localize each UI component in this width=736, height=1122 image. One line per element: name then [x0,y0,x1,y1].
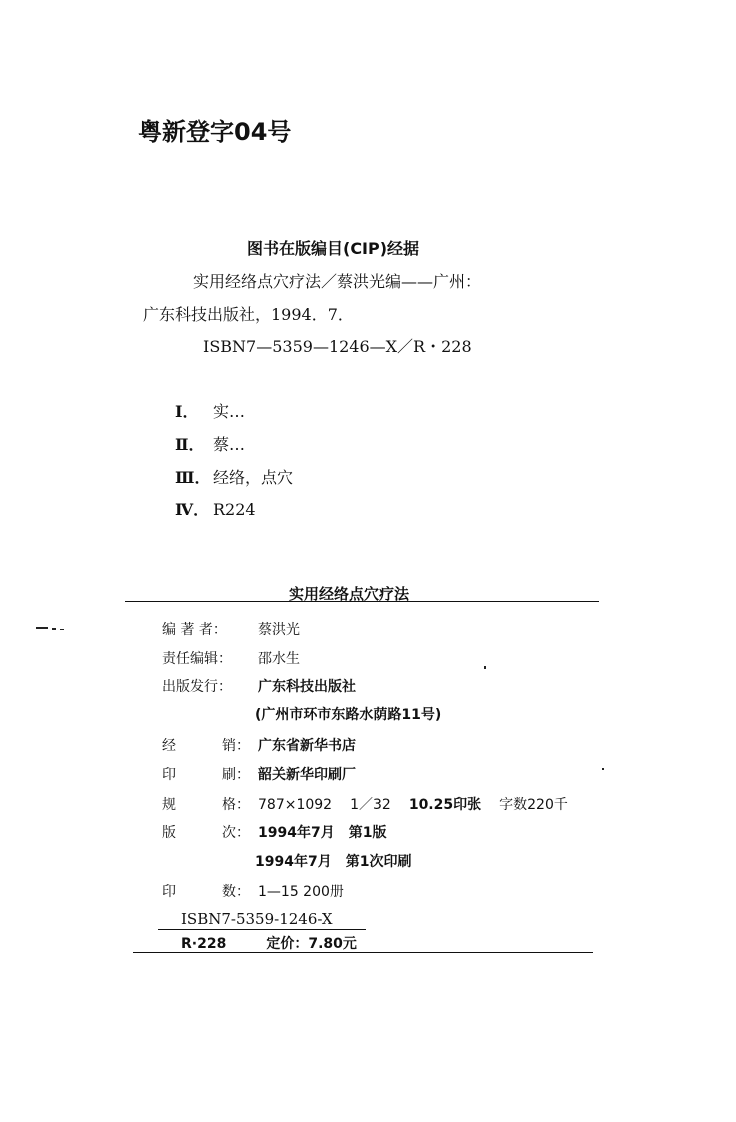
subject-text: 蔡… [213,435,246,454]
scan-artifact [36,627,48,629]
subject-entry [175,465,293,488]
editor-label: 责任编辑： [162,651,232,667]
subject-number: Ⅰ． [175,402,199,421]
printing-value: 1994年7月 第1次印刷 [255,854,412,870]
copies-row [162,881,344,901]
isbn-divider [158,929,366,930]
scan-artifact [484,666,486,669]
specification-label: 规 格： [162,797,250,813]
cip-line-3: ISBN7—5359—1246—X／R・228 [203,337,472,356]
publisher-address: (广州市环市东路水荫路11号) [255,707,442,723]
spec-size: 787×1092 [258,797,333,813]
isbn: ISBN7-5359-1246-X [181,910,333,928]
spec-sheets: 10.25印张 [408,797,482,813]
edition-value: 1994年7月 第1版 [258,825,387,841]
editor-row [162,648,300,668]
price-line [181,933,357,953]
subject-number: Ⅱ． [175,435,205,454]
scan-artifact [602,768,604,770]
spec-format: 1／32 [350,797,391,813]
author-value: 蔡洪光 [258,622,300,638]
printer-value: 韶关新华印刷厂 [258,767,356,783]
publisher-value: 广东科技出版社 [258,679,356,695]
cip-heading: 图书在版编目(CIP)经据 [247,239,420,258]
copies-value: 1—15 200册 [258,884,344,900]
scan-artifact [60,629,64,630]
classification-number: R·228 [181,936,227,952]
bottom-divider [133,952,593,953]
specification-row [162,794,586,814]
subject-text: 实… [213,402,246,421]
price: 定价：7.80元 [266,936,357,952]
cip-line-1: 实用经络点穴疗法／蔡洪光编——广州： [193,272,482,291]
distributor-label: 经 销： [162,738,250,754]
book-title: 实用经络点穴疗法 [289,585,410,603]
editor-value: 邵水生 [258,651,300,667]
top-divider [125,601,599,602]
printer-label: 印 刷： [162,767,250,783]
subject-text: R224 [213,500,256,519]
spec-word-count: 字数220千 [499,797,568,813]
author-row [162,619,300,639]
subject-text: 经络，点穴 [213,468,294,487]
author-label: 编 著 者： [162,622,227,638]
subject-entry [175,399,245,422]
subject-number: Ⅳ． [175,500,210,519]
scan-artifact [52,628,56,630]
printer-row [162,764,356,784]
distributor-row [162,735,356,755]
edition-row [162,822,386,842]
registration-number: 粤新登字04号 [138,118,292,146]
subject-entry [175,497,256,520]
copies-label: 印 数： [162,884,250,900]
subject-entry [175,432,245,455]
edition-label: 版 次： [162,825,250,841]
publisher-row [162,676,356,696]
distributor-value: 广东省新华书店 [258,738,356,754]
cip-line-2: 广东科技出版社，1994．7． [143,305,354,324]
subject-number: Ⅲ． [175,468,211,487]
publisher-label: 出版发行： [162,679,232,695]
